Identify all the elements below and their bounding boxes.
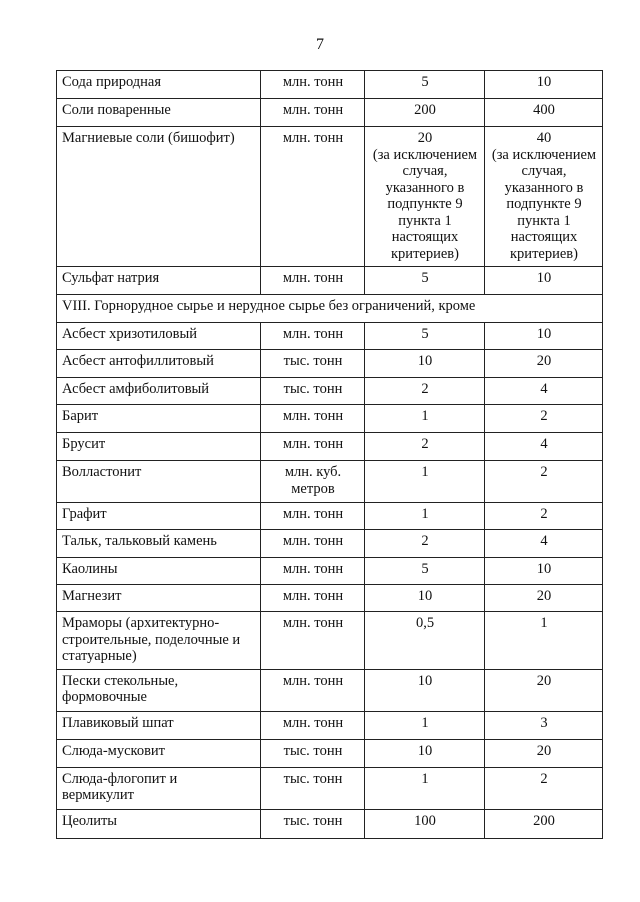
resource-name-cell: Асбест антофиллитовый (57, 350, 261, 378)
table-row (57, 461, 603, 503)
value-cell-2: 10 (485, 71, 603, 99)
table-row (57, 669, 603, 711)
resource-name-cell: Каолины (57, 558, 261, 585)
resource-name-cell: Плавиковый шпат (57, 711, 261, 739)
value-cell-1: 5 (365, 71, 485, 99)
value-cell-2: 4 (485, 433, 603, 461)
table-row (57, 99, 603, 127)
unit-cell: млн. тонн (261, 612, 365, 670)
table-row (57, 405, 603, 433)
resource-name-cell: Сульфат натрия (57, 267, 261, 295)
value-cell-1: 10 (365, 585, 485, 612)
unit-cell: млн. тонн (261, 711, 365, 739)
value-cell-1: 100 (365, 809, 485, 838)
table-row (57, 558, 603, 585)
unit-cell: млн. тонн (261, 405, 365, 433)
table-row (57, 739, 603, 767)
value-cell-2: 4 (485, 378, 603, 405)
value-cell-1: 2 (365, 378, 485, 405)
value-cell-1: 20 (за исключением случая, указанного в подпункте 9 пункта 1 настоящих критериев) (365, 127, 485, 267)
value-cell-2: 2 (485, 461, 603, 503)
value-cell-2: 1 (485, 612, 603, 670)
value-cell-1: 5 (365, 267, 485, 295)
unit-cell: млн. тонн (261, 558, 365, 585)
resource-name-cell: Асбест амфиболитовый (57, 378, 261, 405)
unit-cell: млн. тонн (261, 127, 365, 267)
table-row (57, 323, 603, 350)
value-cell-2: 10 (485, 267, 603, 295)
criteria-table (56, 70, 603, 839)
resource-name-cell: Магнезит (57, 585, 261, 612)
value-cell-1: 10 (365, 739, 485, 767)
value-cell-1: 2 (365, 433, 485, 461)
resource-name-cell: Слюда-флогопит и вермикулит (57, 767, 261, 809)
value-cell-2: 10 (485, 323, 603, 350)
unit-cell: млн. тонн (261, 71, 365, 99)
table-row (57, 71, 603, 99)
value-cell-1: 10 (365, 350, 485, 378)
value-cell-2: 2 (485, 405, 603, 433)
unit-cell: тыс. тонн (261, 378, 365, 405)
resource-name-cell: Слюда-мусковит (57, 739, 261, 767)
unit-cell: тыс. тонн (261, 767, 365, 809)
resource-name-cell: Магниевые соли (бишофит) (57, 127, 261, 267)
resource-name-cell: Цеолиты (57, 809, 261, 838)
table-row (57, 809, 603, 838)
section-row (57, 295, 603, 323)
value-cell-2: 20 (485, 739, 603, 767)
table-row (57, 350, 603, 378)
value-cell-1: 10 (365, 669, 485, 711)
value-cell-1: 1 (365, 767, 485, 809)
resource-name-cell: Мраморы (архитектурно- строительные, поделочные и статуарные) (57, 612, 261, 670)
unit-cell: млн. тонн (261, 323, 365, 350)
resource-name-cell: Графит (57, 503, 261, 530)
unit-cell: млн. тонн (261, 669, 365, 711)
table-row (57, 767, 603, 809)
value-cell-2: 2 (485, 503, 603, 530)
value-cell-2: 200 (485, 809, 603, 838)
value-cell-1: 1 (365, 405, 485, 433)
value-cell-1: 1 (365, 503, 485, 530)
unit-cell: тыс. тонн (261, 739, 365, 767)
resource-name-cell: Тальк, тальковый камень (57, 530, 261, 558)
table-row (57, 267, 603, 295)
value-cell-1: 2 (365, 530, 485, 558)
unit-cell: млн. тонн (261, 433, 365, 461)
value-cell-1: 1 (365, 711, 485, 739)
value-cell-1: 200 (365, 99, 485, 127)
table-row (57, 127, 603, 267)
unit-cell: тыс. тонн (261, 350, 365, 378)
value-cell-2: 20 (485, 350, 603, 378)
value-cell-1: 0,5 (365, 612, 485, 670)
page-number: 7 (316, 36, 324, 53)
resource-name-cell: Соли поваренные (57, 99, 261, 127)
value-cell-2: 40 (за исключением случая, указанного в подпункте 9 пункта 1 настоящих критериев) (485, 127, 603, 267)
value-cell-2: 20 (485, 585, 603, 612)
resource-name-cell: Пески стекольные, формовочные (57, 669, 261, 711)
table-row (57, 711, 603, 739)
resource-name-cell: Волластонит (57, 461, 261, 503)
resource-name-cell: Асбест хризотиловый (57, 323, 261, 350)
value-cell-1: 1 (365, 461, 485, 503)
value-cell-2: 4 (485, 530, 603, 558)
unit-cell: млн. тонн (261, 267, 365, 295)
unit-cell: млн. куб. метров (261, 461, 365, 503)
section-heading: VIII. Горнорудное сырье и нерудное сырье без ограничений, кроме (57, 295, 603, 323)
table-row (57, 433, 603, 461)
value-cell-2: 400 (485, 99, 603, 127)
value-cell-2: 10 (485, 558, 603, 585)
unit-cell: млн. тонн (261, 585, 365, 612)
table-row (57, 378, 603, 405)
table-row (57, 612, 603, 670)
table-row (57, 530, 603, 558)
value-cell-1: 5 (365, 558, 485, 585)
value-cell-1: 5 (365, 323, 485, 350)
unit-cell: млн. тонн (261, 503, 365, 530)
resource-name-cell: Сода природная (57, 71, 261, 99)
table-row (57, 503, 603, 530)
unit-cell: млн. тонн (261, 530, 365, 558)
value-cell-2: 3 (485, 711, 603, 739)
unit-cell: тыс. тонн (261, 809, 365, 838)
table-row (57, 585, 603, 612)
value-cell-2: 2 (485, 767, 603, 809)
unit-cell: млн. тонн (261, 99, 365, 127)
resource-name-cell: Барит (57, 405, 261, 433)
resource-name-cell: Брусит (57, 433, 261, 461)
value-cell-2: 20 (485, 669, 603, 711)
